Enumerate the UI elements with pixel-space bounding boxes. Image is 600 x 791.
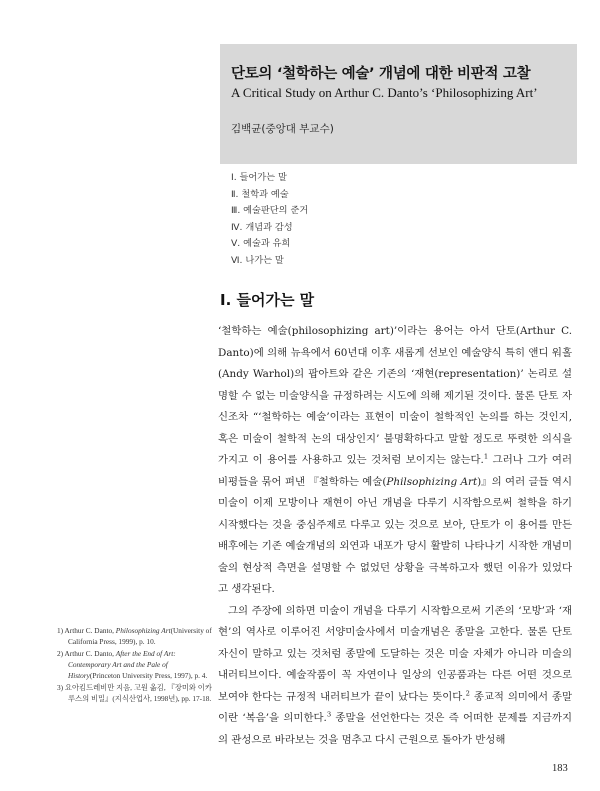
author-line: 김백균(중앙대 부교수) [231, 123, 334, 135]
toc-item-4: Ⅳ. 개념과 감성 [231, 221, 293, 233]
table-of-contents [231, 170, 308, 269]
toc-item-6: Ⅵ. 나가는 말 [231, 254, 284, 266]
footnote-2: 2) Arthur C. Danto, After the End of Art: Contemporary Art and the Pale of History(Princeton University Press, 1997), p. 4. [57, 649, 208, 680]
footnote-ref-2[interactable]: 2 [465, 689, 470, 698]
footnote-3: 3) 요아킴드레비만 지음, 고원 옮김, 『장미와 이카루스의 비밀』(지식산업사, 1998년), pp. 17-18. [57, 683, 212, 703]
toc-item-2: Ⅱ. 철학과 예술 [231, 188, 289, 200]
toc-item-3: Ⅲ. 예술판단의 준거 [231, 205, 309, 216]
footnote-ref-3[interactable]: 3 [326, 710, 332, 719]
toc-item-5: Ⅴ. 예술과 유희 [231, 238, 291, 249]
english-title: A Critical Study on Arthur C. Danto’s ‘Philosophizing Art’ [231, 85, 538, 100]
body-text [218, 321, 572, 751]
paragraph-1: ‘철학하는 예술(philosophizing art)’이라는 용어는 아서 단토(Arthur C. Danto)에 의해 뉴욕에서 60년대 이후 새롭게 선보인 예술양식 특히 앤디 워홀(Andy Warhol)의 팝아트와 같은 기존의 ‘재현(representation)’ 논리로 설명할 수 없는 미술양식을 규정하려는 시도에 의해 제기된 것이다. 물론 단토 자신조차 “‘철학하는 예술’이라는 표현이 미술이 철학적인 논의를 하는 것인지, 혹은 미술이 철학적 논의 대상인지’ 불명확하다고 말할 정도로 뚜렷한 의식을 가지고 이 용어를 사용하고 있는 것처럼 보이지는 않는다.$^1$ 그러나 그가 여러 비평들을 묶어 펴낸 『철학하는 예술(Philsophizing Art)』의 여러 글들 역시 미술이 이제 모방이나 재현이 아닌 개념을 다루기 시작함으로써 철학을 하기 시작했다는 것을 중심주제로 다루고 있는 것으로 보아, 단토가 이 용어를 만든 배후에는 기존 예술개념의 외연과 내포가 당시 활발히 나타나기 시작한 개념미술의 현상적 측면을 설명할 수 없었던 상황을 극복하고자 했던 이유가 있었다고 생각된다. [218, 325, 573, 595]
korean-title: 단토의 ‘철학하는 예술’ 개념에 대한 비판적 고찰 [231, 66, 531, 82]
footnote-1: 1) Arthur C. Danto, Philosophizing Art(University of California Press, 1999), p. 10. [57, 626, 212, 646]
book-title: Philsophizing Art [386, 475, 478, 488]
section-heading: Ⅰ. 들어가는 말 [220, 291, 315, 309]
footnote-ref-1[interactable]: 1 [483, 452, 489, 461]
paragraph-2: 그의 주장에 의하면 미술이 개념을 다루기 시작함으로써 기존의 ‘모방’과 ‘재현’의 역사로 이루어진 서양미술사에서 미술개념은 종말을 고한다. 물론 단토 자신이 말하고 있는 것처럼 종말에 도달하는 것은 미술 자체가 아니라 미술의 내러티브이다. 예술작품이 꼭 자연이나 일상의 인공품과는 다른 어떤 것으로 보여야 한다는 규정적 내러티브가 끝이 났다는 뜻이다.$^2$ 종교적 의미에서 종말이란 ‘복음’을 의미한다.$^3$ 종말을 선언한다는 것은 즉 어떠한 문제를 지금까지의 관성으로 바라보는 것을 멈추고 다시 근원으로 돌아가 반성해 [218, 604, 572, 746]
footnotes [57, 625, 215, 705]
toc-item-1: Ⅰ. 들어가는 말 [231, 172, 287, 183]
page-number: 183 [552, 763, 568, 774]
